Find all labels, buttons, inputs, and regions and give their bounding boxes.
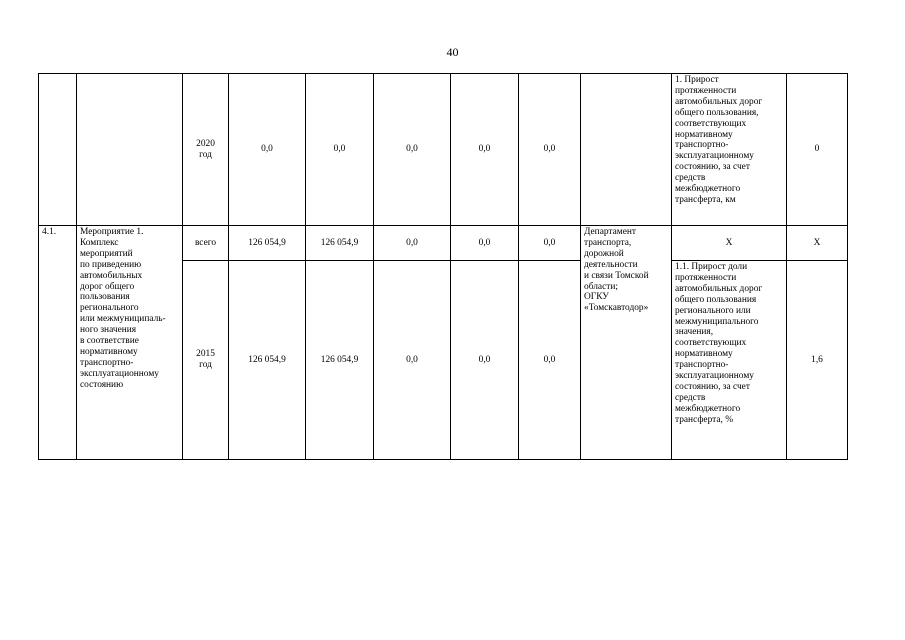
cell-value-local: 0,0	[451, 261, 519, 460]
cell-measure: Мероприятие 1. Комплекс мероприятий по приведению автомобильных дорог общего пользования регионального или межмуниципаль- ного значения в соответствие нормативному транспортно- эксплуатационному состоянию	[77, 226, 183, 460]
cell-indicator: Х	[672, 226, 787, 261]
cell-indicator-value: 0	[787, 74, 848, 226]
cell-year: 2015 год	[183, 261, 229, 460]
table-row-4-1-total	[39, 226, 848, 261]
cell-value-total: 126 054,9	[229, 226, 306, 261]
cell-executor: Департамент транспорта, дорожной деятельности и связи Томской области; ОГКУ «Томскавтодор»	[581, 226, 672, 460]
table-row-2020	[39, 74, 848, 226]
cell-value-local: 0,0	[451, 74, 519, 226]
cell-value-regional: 0,0	[374, 261, 451, 460]
cell-year: 2020 год	[183, 74, 229, 226]
cell-value-federal: 126 054,9	[306, 226, 374, 261]
cell-number: 4.1.	[39, 226, 77, 460]
cell-value-total: 0,0	[229, 74, 306, 226]
cell-year: всего	[183, 226, 229, 261]
cell-indicator: 1.1. Прирост доли протяженности автомобильных дорог общего пользования регионального или межмуниципального значения, соответствующих нормативному транспортно- эксплуатационному состоянию, за счет средств межбюджетного трансферта, %	[672, 261, 787, 460]
cell-value-other: 0,0	[519, 226, 581, 261]
cell-value-regional: 0,0	[374, 74, 451, 226]
cell-executor-empty	[581, 74, 672, 226]
cell-number-empty	[39, 74, 77, 226]
cell-value-total: 126 054,9	[229, 261, 306, 460]
cell-value-federal: 126 054,9	[306, 261, 374, 460]
cell-measure-empty	[77, 74, 183, 226]
cell-indicator: 1. Прирост протяженности автомобильных дорог общего пользования, соответствующих нормативному транспортно- эксплуатационному состоянию, за счет средств межбюджетного трансферта, км	[672, 74, 787, 226]
cell-indicator-value: Х	[787, 226, 848, 261]
cell-value-federal: 0,0	[306, 74, 374, 226]
cell-value-local: 0,0	[451, 226, 519, 261]
cell-value-other: 0,0	[519, 74, 581, 226]
cell-indicator-value: 1,6	[787, 261, 848, 460]
page-number: 40	[446, 45, 459, 59]
cell-value-regional: 0,0	[374, 226, 451, 261]
program-measures-table	[38, 73, 848, 460]
cell-value-other: 0,0	[519, 261, 581, 460]
